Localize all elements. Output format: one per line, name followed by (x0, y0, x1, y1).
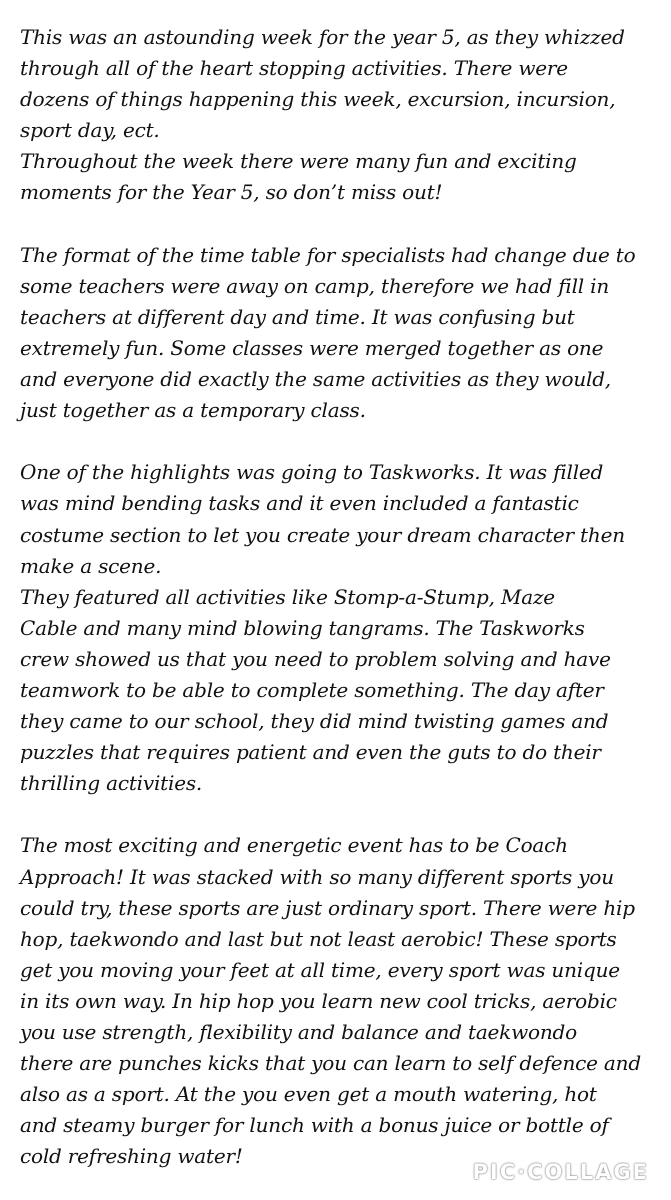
paragraph-spacer (20, 209, 656, 240)
text-line: crew showed us that you need to problem solving and have (20, 646, 611, 671)
paragraph-spacer (20, 426, 656, 457)
text-line: you use strength, flexibility and balance and taekwondo (20, 1020, 577, 1044)
text-line: in its own way. In hip hop you learn new cool tricks, aerobic (20, 988, 617, 1013)
text-line: thrilling activities. (20, 771, 203, 796)
text-line: sport day, ect. (20, 118, 160, 143)
text-line: Cable and many mind blowing tangrams. The Taskworks (20, 615, 585, 640)
text-line: also as a sport. At the you even get a mouth watering, hot (20, 1082, 597, 1107)
text-line: The most exciting and energetic event has to be Coach (20, 833, 568, 858)
text-line: some teachers were away on camp, therefore we had fill in (20, 273, 610, 298)
article-text (20, 22, 656, 1172)
text-line: One of the highlights was going to Taskworks. It was filled (20, 460, 604, 485)
text-line: and everyone did exactly the same activities as they would, (20, 367, 611, 392)
text-line: get you moving your feet at all time, every sport was unique (20, 957, 620, 982)
pic-collage-watermark: PIC·COLLAGE (472, 1160, 649, 1184)
text-line: teachers at different day and time. It was confusing but (20, 304, 575, 329)
text-line: was mind bending tasks and it even included a fantastic (20, 491, 579, 516)
text-line: there are punches kicks that you can learn to self defence and (20, 1051, 641, 1076)
text-line: costume section to let you create your dream character then (20, 522, 625, 547)
text-line: Throughout the week there were many fun and exciting (20, 149, 577, 174)
text-line: just together as a temporary class. (20, 398, 366, 423)
text-line: This was an astounding week for the year 5, as they whizzed (20, 25, 625, 49)
text-line: and steamy burger for lunch with a bonus juice or bottle of (20, 1113, 609, 1138)
text-line: puzzles that requires patient and even the guts to do their (20, 740, 601, 765)
text-line: moments for the Year 5, so don’t miss out! (20, 180, 443, 205)
text-line: teamwork to be able to complete something. The day after (20, 677, 604, 702)
text-line: cold refreshing water! (20, 1144, 243, 1169)
text-line: extremely fun. Some classes were merged together as one (20, 335, 604, 360)
text-line: through all of the heart stopping activities. There were (20, 56, 568, 81)
text-line: they came to our school, they did mind twisting games and (20, 709, 609, 734)
text-line: make a scene. (20, 553, 162, 578)
text-line: dozens of things happening this week, excursion, incursion, (20, 87, 616, 112)
text-line: hop, taekwondo and last but not least aerobic! These sports (20, 926, 617, 951)
text-line: They featured all activities like Stomp-a-Stump, Maze (20, 584, 555, 609)
text-line: could try, these sports are just ordinary sport. There were hip (20, 895, 635, 920)
text-line: The format of the time table for specialists had change due to (20, 242, 636, 267)
paragraph-spacer (20, 799, 656, 830)
text-line: Approach! It was stacked with so many different sports you (20, 864, 614, 889)
